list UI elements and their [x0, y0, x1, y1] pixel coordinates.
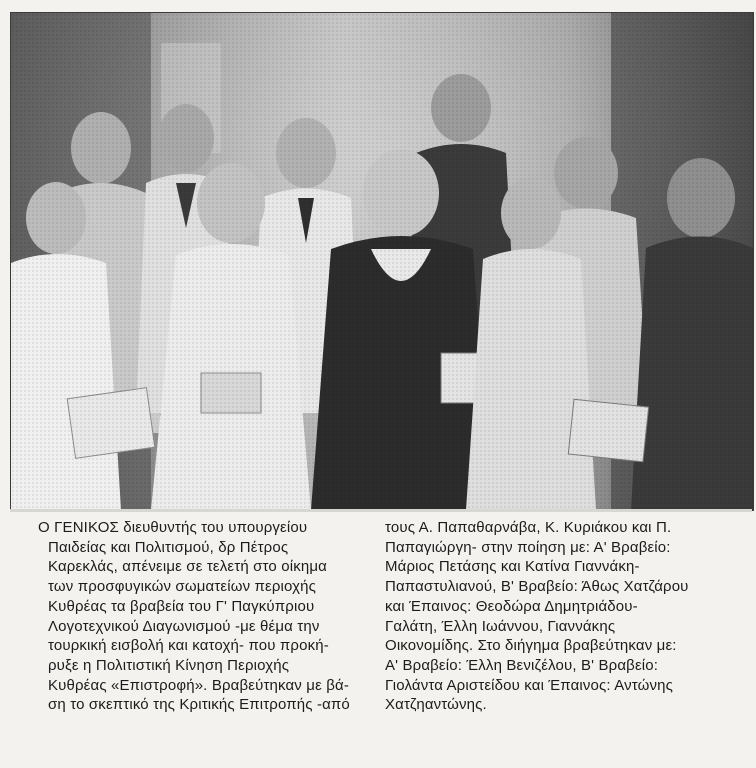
article-line: Καρεκλάς, απένειμε σε τελετή στο οίκημα [48, 558, 327, 576]
article-line: Παπαγιώργη- στην ποίηση με: Α' Βραβείο: [385, 538, 671, 556]
article-line: Παπαστυλιανού, Β' Βραβείο: Άθως Χατζάρου [385, 578, 689, 596]
article-line: Κυθρέας τα βραβεία του Γ' Παγκύπριου [48, 597, 315, 615]
article-line: Α' Βραβείο: Έλλη Βενιζέλου, Β' Βραβείο: [385, 656, 659, 674]
award-ceremony-photo [11, 13, 753, 510]
article-line: Γιολάντα Αριστείδου και Έπαινος: Αντώνης [385, 676, 674, 694]
article-line: Χατζηαντώνης. [385, 696, 487, 714]
article-line: τουρκική εισβολή και κατοχή- που προκή- [48, 637, 329, 655]
article-line: τους Α. Παπαθαρνάβα, Κ. Κυριάκου και Π. [385, 519, 672, 536]
article-line: και Έπαινος: Θεοδώρα Δημητριάδου- [385, 597, 638, 615]
lead-word: Ο ΓΕΝΙΚΟΣ [38, 519, 119, 536]
article-line: των προσφυγικών σωματείων περιοχής [48, 578, 317, 596]
article-line: Λογοτεχνικού Διαγωνισμού -με θέμα την [48, 617, 320, 635]
article-column-right [385, 518, 731, 715]
news-photo [10, 12, 754, 511]
article-line: ση το σκεπτικό της Κριτικής Επιτροπής -από [48, 696, 350, 714]
article-line: Γαλάτη, Έλλη Ιωάννου, Γιαννάκης [385, 617, 616, 635]
article-line: Οικονομίδης. Στο διήγημα βραβεύτηκαν με: [385, 637, 677, 655]
article-line: Ο ΓΕΝΙΚΟΣ διευθυντής του υπουργείου [38, 519, 308, 536]
article-line: Κυθρέας «Επιστροφή». Βραβεύτηκαν με βά- [48, 676, 349, 694]
article-column-left [24, 518, 364, 715]
article-line: Μάριος Πετάσης και Κατίνα Γιαννάκη- [385, 558, 640, 576]
caption-divider [10, 509, 752, 512]
article-line: ρυξε η Πολιτιστική Κίνηση Περιοχής [48, 656, 290, 674]
article-line: Παιδείας και Πολιτισμού, δρ Πέτρος [48, 538, 289, 556]
